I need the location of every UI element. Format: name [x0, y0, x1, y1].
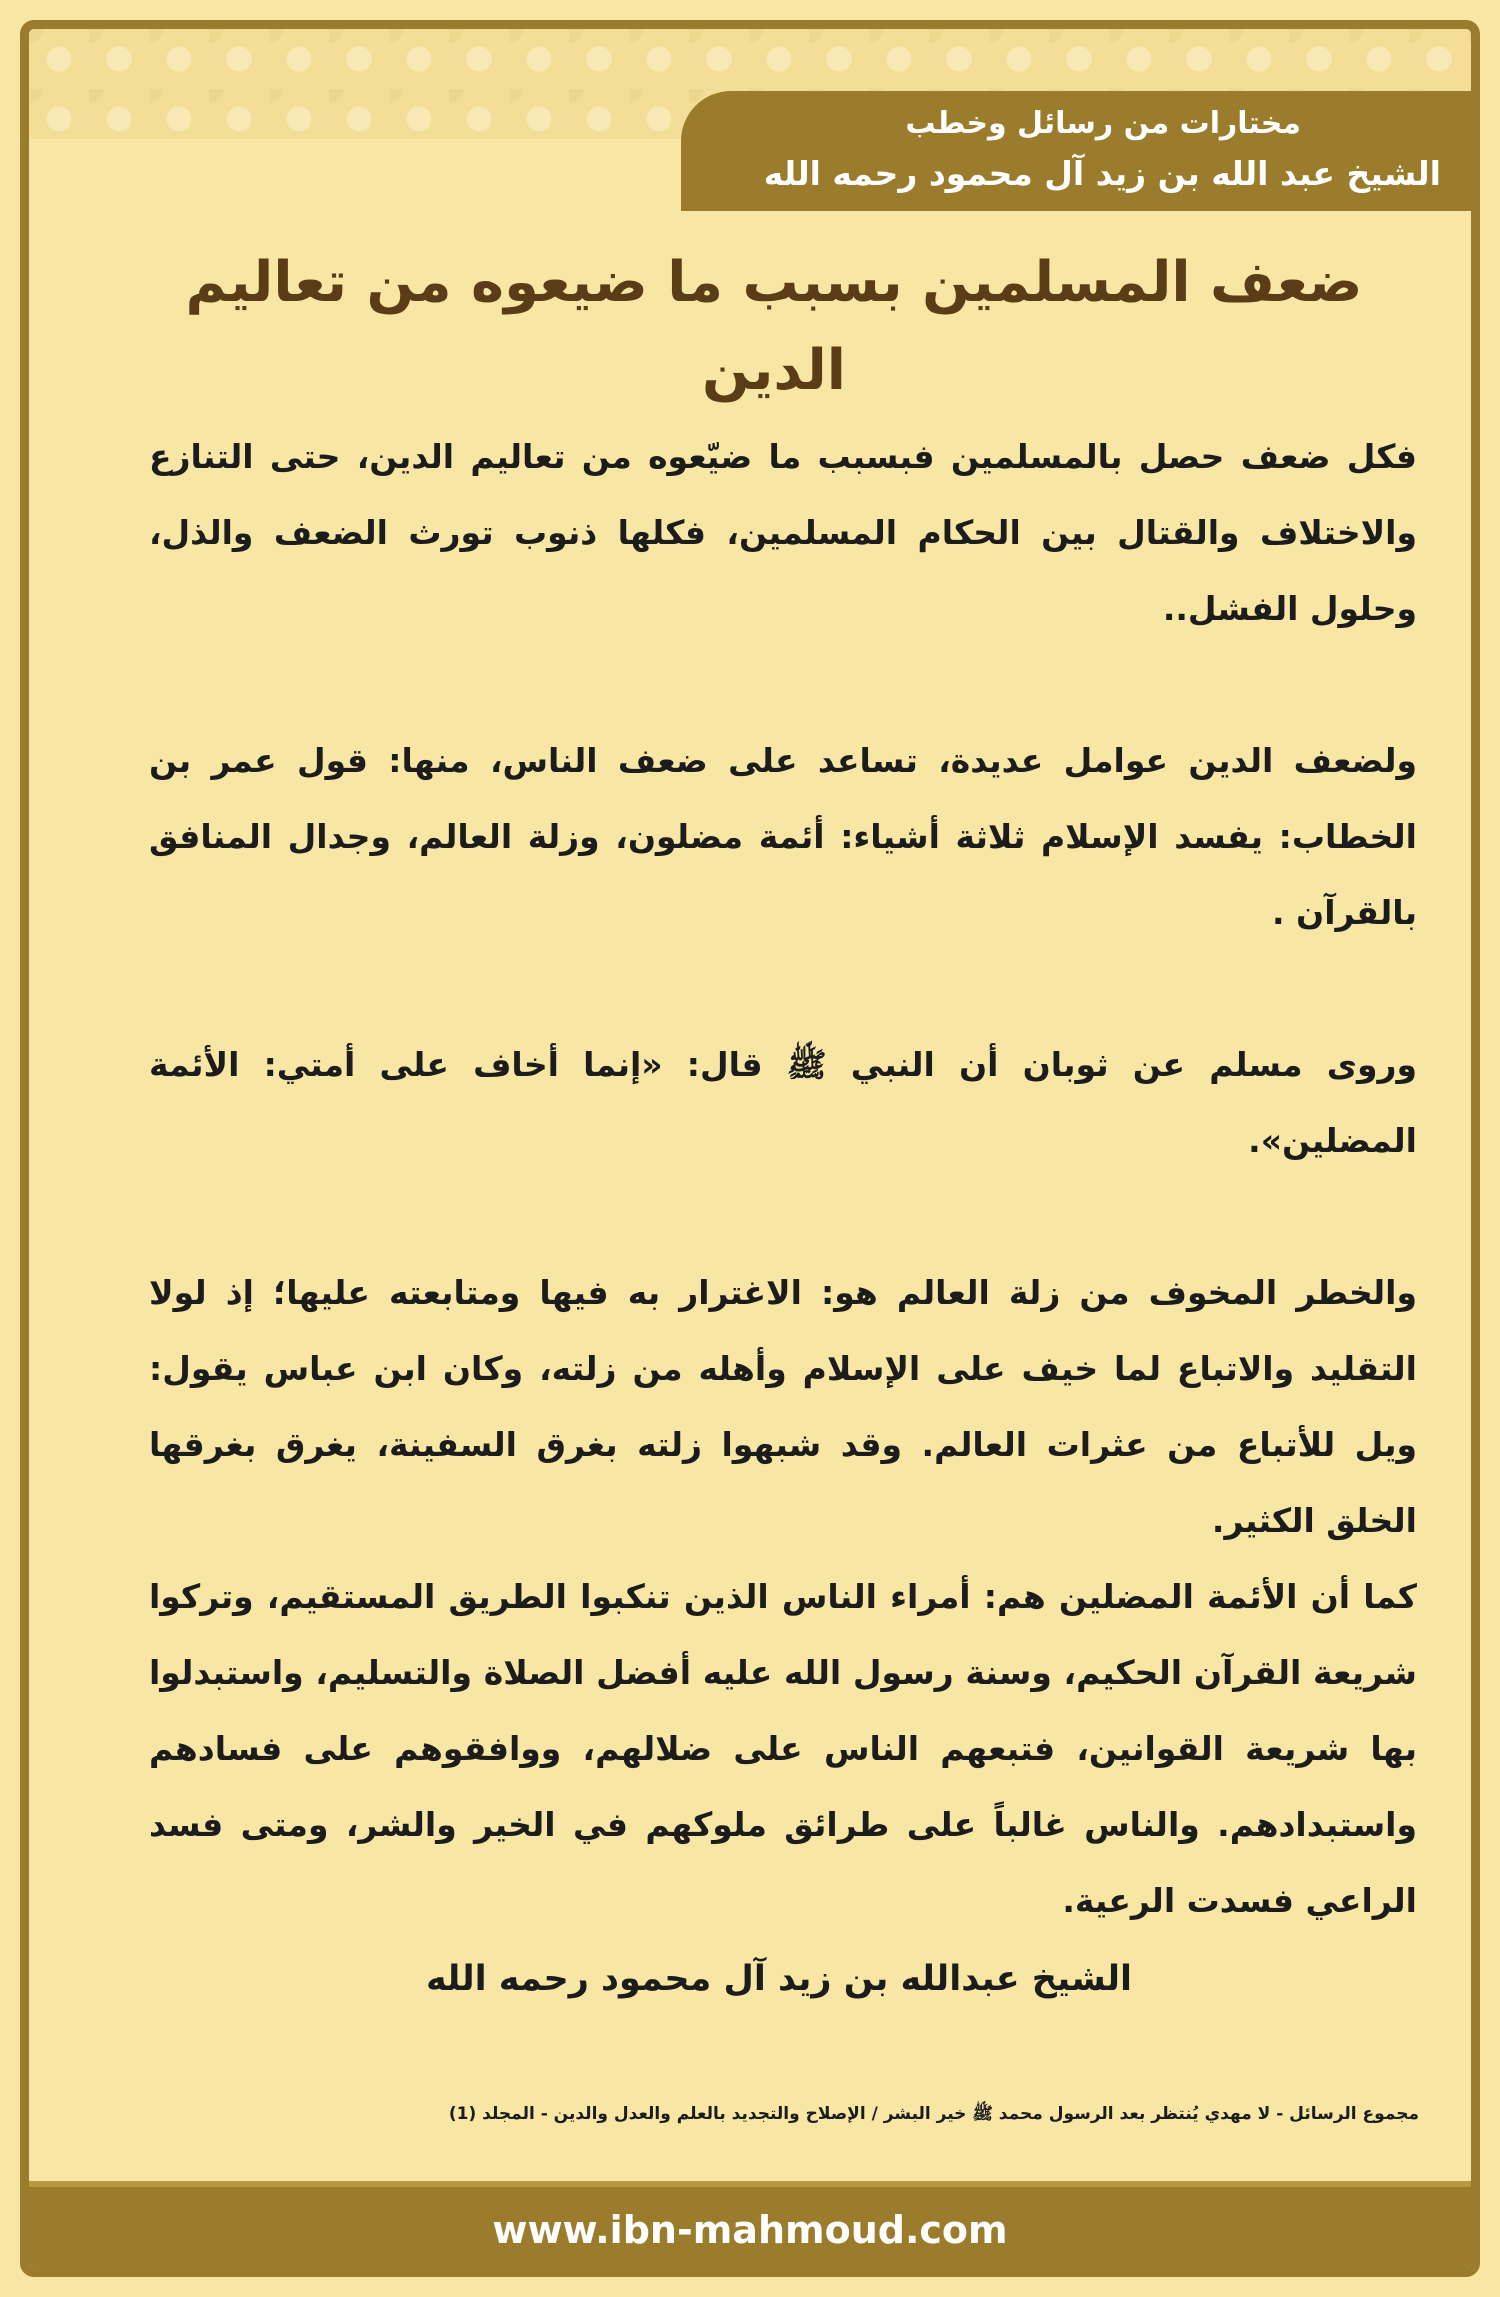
article-body	[149, 419, 1429, 1939]
author-signature: الشيخ عبدالله بن زيد آل محمود رحمه الله	[425, 1959, 1133, 1999]
page-frame	[20, 20, 1480, 2277]
source-footnote: مجموع الرسائل - لا مهدي يُنتظر بعد الرسول محمد ﷺ خير البشر / الإصلاح والتجديد بالعلم والعدل والدين - المجلد (1)	[448, 2104, 1419, 2124]
footer-bar	[29, 2181, 1471, 2277]
paragraph-1: فكل ضعف حصل بالمسلمين فبسبب ما ضيّعوه من تعاليم الدين، حتى التنازع والاختلاف والقتال بين الحكام المسلمين، فكلها ذنوب تورث الضعف والذل، وحلول الفشل..	[149, 437, 1417, 628]
paragraph-2: ولضعف الدين عوامل عديدة، تساعد على ضعف الناس، منها: قول عمر بن الخطاب: يفسد الإسلام ثلاثة أشياء: أئمة مضلون، وزلة العالم، وجدال المنافق بالقرآن .	[149, 741, 1417, 932]
header-series-title: مختارات من رسائل وخطب	[905, 106, 1301, 141]
paragraph-4: والخطر المخوف من زلة العالم هو: الاغترار به فيها ومتابعته عليها؛ إذ لولا التقليد والاتباع لما خيف على الإسلام وأهله من زلته، وكان ابن عباس يقول: ويل للأتباع من عثرات العالم. وقد شبهوا زلته بغرق السفينة، يغرق بغرقها الخلق الكثير.	[149, 1273, 1417, 1540]
header-author-name: الشيخ عبد الله بن زيد آل محمود رحمه الله	[763, 154, 1441, 193]
paragraph-3: وروى مسلم عن ثوبان أن النبي ﷺ قال: «إنما أخاف على أمتي: الأئمة المضلين».	[149, 1045, 1417, 1160]
website-link[interactable]: www.ibn-mahmoud.com	[492, 2208, 1008, 2252]
paragraph-5: كما أن الأئمة المضلين هم: أمراء الناس الذين تنكبوا الطريق المستقيم، وتركوا شريعة القرآن الحكيم، وسنة رسول الله عليه أفضل الصلاة والتسليم، واستبدلوا بها شريعة القوانين، فتبعهم الناس على ضلالهم، ووافقوهم على فسادهم واستبدادهم. والناس غالباً على طرائق ملوكهم في الخير والشر، ومتى فسد الراعي فسدت الرعية.	[149, 1577, 1417, 1920]
article-title: ضعف المسلمين بسبب ما ضيعوه من تعاليم الدين	[185, 250, 1363, 403]
header-banner	[681, 91, 1471, 211]
